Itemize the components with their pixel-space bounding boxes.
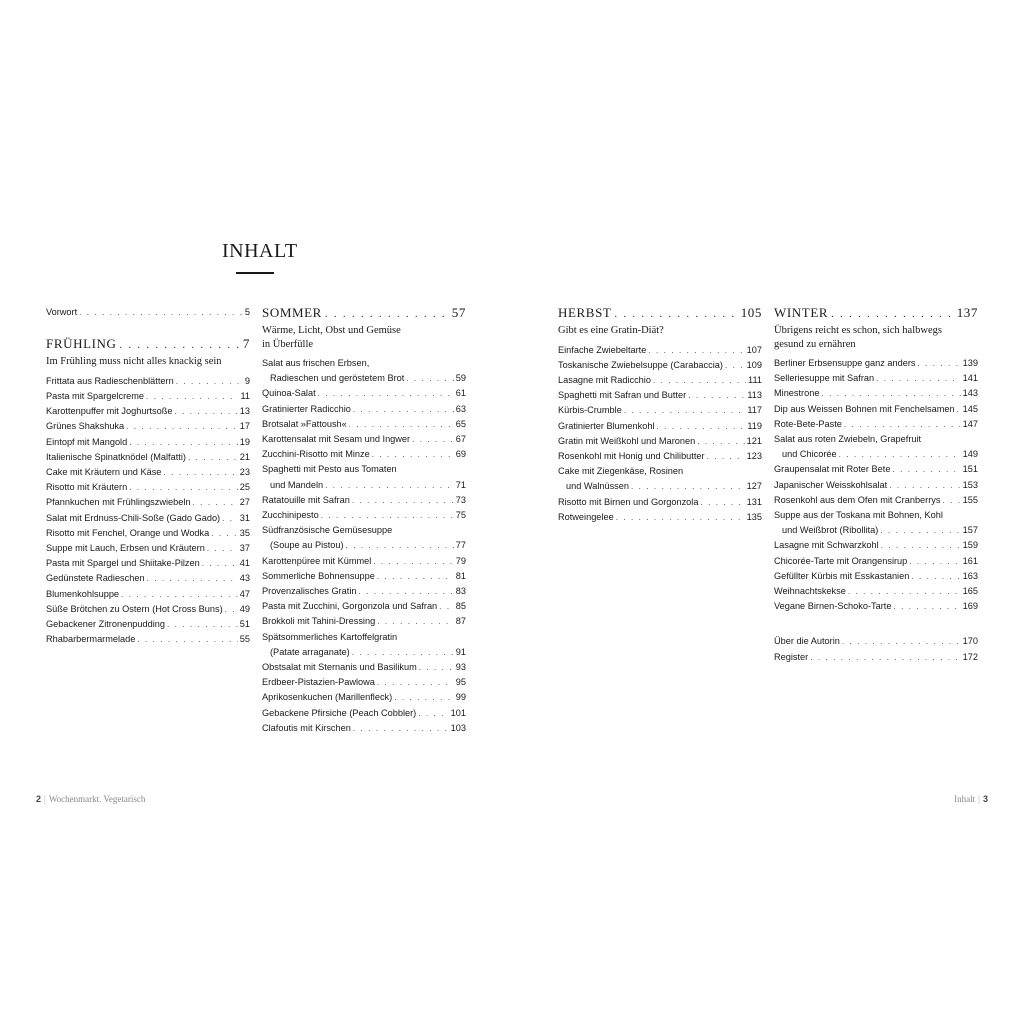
page-title: INHALT: [222, 240, 298, 262]
toc-entry-page: 103: [450, 722, 466, 733]
toc-entry-page: 37: [239, 542, 250, 553]
toc-entry-page: 49: [239, 603, 250, 614]
toc-entry: [46, 511, 250, 526]
toc-entry-title: Clafoutis mit Kirschen: [262, 722, 351, 733]
toc-entry-page: 23: [239, 466, 250, 477]
toc-entry-page: 111: [748, 374, 762, 385]
toc-entry-title: Gedünstete Radieschen: [46, 573, 145, 584]
toc-entry: [262, 432, 466, 447]
toc-entry: [262, 402, 466, 417]
dot-leader: [188, 450, 238, 465]
toc-entry: [774, 599, 978, 614]
toc-entry-page: 109: [746, 359, 762, 370]
toc-entry-page: 147: [962, 418, 978, 429]
toc-entry-title: Obstsalat mit Sternanis und Basilikum: [262, 662, 417, 673]
toc-entry-page: 169: [962, 601, 978, 612]
toc-entry-title: Risotto mit Fenchel, Orange und Wodka: [46, 527, 210, 538]
toc-entry-page: 155: [962, 494, 978, 505]
dot-leader: [439, 599, 454, 614]
toc-entry-page: 107: [746, 344, 762, 355]
toc-entry-title: Rosenkohl aus dem Ofen mit Cranberrys: [774, 494, 941, 505]
toc-entry: [262, 660, 466, 675]
toc-entry: [262, 371, 466, 386]
dot-leader: [844, 417, 961, 432]
dot-leader: [909, 554, 960, 569]
page-number-left: 2: [36, 794, 42, 804]
dot-leader: [842, 634, 961, 649]
toc-entry: [774, 447, 978, 462]
dot-leader: [418, 706, 448, 721]
toc-entry-title: Vorwort: [46, 307, 78, 317]
toc-entry-page: 141: [962, 373, 978, 384]
toc-entry: [774, 650, 978, 665]
toc-entry-title: Berliner Erbsensuppe ganz anders: [774, 358, 916, 368]
section-subtitle-winter: Übrigens reicht es schon, sich halbwegs gesund zu ernähren: [774, 325, 942, 350]
toc-entry-title: Suppe mit Lauch, Erbsen und Kräutern: [46, 542, 205, 553]
toc-entry-title: Gratin mit Weißkohl und Maronen: [558, 435, 696, 446]
dot-leader: [707, 449, 745, 464]
toc-entry-title: Pasta mit Spargelcreme: [46, 390, 145, 401]
toc-entry: [46, 632, 250, 647]
toc-entry: [46, 541, 250, 556]
toc-entry-line1: Salat aus roten Zwiebeln, Grapefruit: [774, 434, 922, 445]
toc-entry-page: 5: [244, 307, 250, 317]
dot-leader: [648, 343, 744, 358]
toc-entry-page: 93: [455, 662, 466, 673]
section-heading-herbst: HERBST . . . 105: [558, 305, 762, 323]
toc-entry-title: Gefüllter Kürbis mit Esskastanien: [774, 570, 910, 581]
toc-entry-title: Gebackener Zitronenpudding: [46, 618, 166, 629]
toc-entry-line1: Spätsommerliches Kartoffelgratin: [262, 631, 398, 642]
toc-entry-page: 47: [239, 588, 250, 599]
toc-entry-title: Quinoa-Salat: [262, 388, 316, 399]
dot-leader: [881, 538, 961, 553]
dot-leader: [377, 675, 454, 690]
toc-entry-title: Kürbis-Crumble: [558, 405, 622, 416]
section-subtitle-fruehling: Im Frühling muss nicht alles knackig sein: [46, 356, 222, 368]
toc-column-winter: [774, 305, 978, 665]
dot-leader: [79, 305, 243, 320]
dot-leader: [839, 447, 961, 462]
toc-entry-title: Weihnachtskekse: [774, 586, 846, 597]
toc-entry-title: Karottensalat mit Sesam und Ingwer: [262, 434, 411, 445]
toc-entry: [46, 419, 250, 434]
dot-leader: [318, 386, 454, 401]
toc-entry: [774, 356, 978, 371]
toc-entry-title: Eintopf mit Mangold: [46, 436, 128, 447]
toc-entry-title: Dip aus Weissen Bohnen mit Fenchelsamen: [774, 403, 955, 414]
page-number-right: 3: [982, 794, 988, 804]
toc-entry-title: Chicorée-Tarte mit Orangensirup: [774, 555, 908, 566]
dot-leader: [810, 650, 960, 665]
toc-entry: [774, 569, 978, 584]
section-heading-fruehling: FRÜHLING . . . 7: [46, 336, 250, 354]
toc-entry-page: 149: [962, 449, 978, 460]
toc-entry: [262, 493, 466, 508]
dot-leader: [957, 402, 961, 417]
toc-entry: [46, 465, 250, 480]
toc-entry-page: 151: [962, 464, 978, 475]
toc-entry-title: Selleriesuppe mit Safran: [774, 373, 875, 384]
toc-entry: [774, 371, 978, 386]
dot-leader: [321, 508, 454, 523]
toc-entry: [558, 479, 762, 494]
toc-entry-page: 75: [455, 510, 466, 521]
toc-entry: [774, 523, 978, 538]
toc-entry: [262, 447, 466, 462]
toc-entry-page: 135: [746, 511, 762, 522]
toc-column-sommer: [262, 305, 466, 736]
toc-entry-page: 143: [962, 388, 978, 399]
toc-entry: [558, 373, 762, 388]
toc-entry-line1: Südfranzösische Gemüsesuppe: [262, 525, 393, 536]
toc-entry-line1: Suppe aus der Toskana mit Bohnen, Kohl: [774, 510, 943, 521]
toc-entry-page: 31: [239, 512, 250, 523]
toc-entry-page: 61: [455, 388, 466, 399]
toc-entry-page: 123: [746, 450, 762, 461]
dot-leader: [419, 660, 454, 675]
dot-leader: [352, 493, 454, 508]
dot-leader: [394, 690, 454, 705]
toc-entry-title: Provenzalisches Gratin: [262, 586, 357, 597]
toc-entry-title: Lasagne mit Schwarzkohl: [774, 540, 879, 551]
toc-entry-title: Ratatouille mit Safran: [262, 494, 350, 505]
toc-entry: [46, 617, 250, 632]
running-title-right: Inhalt: [954, 794, 976, 804]
dot-leader: [889, 478, 960, 493]
toc-entry: [558, 419, 762, 434]
toc-entry-title: Spaghetti mit Safran und Butter: [558, 390, 687, 401]
dot-leader: [653, 373, 746, 388]
toc-entry: [774, 584, 978, 599]
dot-leader: [377, 614, 454, 629]
toc-entry: [558, 358, 762, 373]
toc-entry-page: 17: [239, 421, 250, 432]
toc-entry: [774, 554, 978, 569]
dot-leader: [352, 645, 454, 660]
toc-entry-title: Rosenkohl mit Honig und Chilibutter: [558, 450, 705, 461]
toc-entry-page: 113: [747, 390, 762, 401]
toc-entry-line1: Spaghetti mit Pesto aus Tomaten: [262, 464, 397, 475]
toc-entry: [46, 435, 250, 450]
dot-leader: [137, 632, 237, 647]
toc-entry-page: 95: [455, 677, 466, 688]
dot-leader: [876, 371, 961, 386]
toc-entry-page: 63: [455, 403, 466, 414]
toc-entry-page: 117: [747, 405, 762, 416]
toc-entry-page: 170: [962, 636, 978, 647]
section-subtitle-herbst: Gibt es eine Gratin-Diät?: [558, 325, 664, 336]
toc-entry: [262, 417, 466, 432]
toc-entry-page: 25: [239, 482, 250, 493]
toc-entry-title: Erdbeer-Pistazien-Pawlowa: [262, 677, 375, 688]
toc-entry: [262, 721, 466, 736]
toc-entry: [774, 402, 978, 417]
toc-entry-title: Gebackene Pfirsiche (Peach Cobbler): [262, 707, 417, 718]
toc-entry: [558, 434, 762, 449]
toc-entry-page: 172: [962, 651, 978, 662]
toc-entry: [262, 645, 466, 660]
toc-entry-page: 21: [239, 451, 250, 462]
toc-entry: [558, 403, 762, 418]
dot-leader: [353, 721, 449, 736]
dot-leader: [353, 402, 454, 417]
toc-entry: [262, 584, 466, 599]
dot-leader: [167, 617, 238, 632]
section-heading-winter: WINTER . . . 137: [774, 305, 978, 323]
toc-entry-page: 13: [239, 406, 250, 417]
toc-entry-page: 157: [962, 525, 978, 536]
dot-leader: [225, 602, 238, 617]
toc-entry: [262, 569, 466, 584]
title-rule: [236, 272, 274, 274]
toc-entry-page: 79: [455, 555, 466, 566]
toc-entry: [558, 495, 762, 510]
toc-entry-title: Vegane Birnen-Schoko-Tarte: [774, 601, 892, 612]
dot-leader: [126, 419, 238, 434]
toc-entry: [46, 602, 250, 617]
toc-entry-title: Italienische Spinatknödel (Malfatti): [46, 451, 186, 462]
dot-leader: [377, 569, 454, 584]
toc-entry-title: Rote-Bete-Paste: [774, 418, 842, 429]
dot-leader: [700, 495, 744, 510]
dot-leader: [373, 554, 453, 569]
dot-leader: [211, 526, 238, 541]
toc-entry-title: Karottenpuffer mit Joghurtsoße: [46, 406, 173, 417]
footer-left: 2 | Wochenmarkt. Vegetarisch: [36, 794, 146, 804]
toc-entry-line1: Cake mit Ziegenkäse, Rosinen: [558, 466, 684, 477]
toc-entry-page: 91: [455, 646, 466, 657]
dot-leader: [725, 358, 745, 373]
toc-entry-page: 69: [455, 449, 466, 460]
toc-entry-page: 59: [455, 373, 466, 384]
toc-entry: [46, 587, 250, 602]
toc-entry-page: 119: [747, 420, 762, 431]
toc-entry-page: 41: [239, 558, 250, 569]
toc-entry-title: Pasta mit Zucchini, Gorgonzola und Safran: [262, 601, 438, 612]
toc-entry-page: 101: [450, 707, 466, 718]
toc-entry: [558, 343, 762, 358]
toc-entry-title: Cake mit Kräutern und Käse: [46, 466, 162, 477]
dot-leader: [207, 541, 238, 556]
toc-entry-title: Gratinierter Radicchio: [262, 403, 351, 414]
toc-entry-title: Register: [774, 651, 809, 662]
dot-leader: [893, 599, 960, 614]
toc-entry: [774, 634, 978, 649]
dot-leader: [406, 371, 453, 386]
toc-entry-page: 65: [455, 418, 466, 429]
toc-entry-title: Risotto mit Kräutern: [46, 482, 128, 493]
toc-entry-title: Karottenpüree mit Kümmel: [262, 555, 372, 566]
toc-entry: [774, 462, 978, 477]
toc-entry: [262, 478, 466, 493]
toc-entry-title: Aprikosenkuchen (Marillenfleck): [262, 692, 393, 703]
dot-leader: [911, 569, 960, 584]
toc-entry: [774, 493, 978, 508]
footer-right: Inhalt | 3: [954, 794, 988, 804]
toc-entry: [46, 374, 250, 389]
dot-leader: [624, 403, 746, 418]
toc-entry-title: Graupensalat mit Roter Bete: [774, 464, 891, 475]
toc-entry-page: 139: [962, 358, 978, 368]
toc-entry-page: 145: [962, 403, 978, 414]
toc-entry: [262, 538, 466, 553]
toc-entry: [46, 480, 250, 495]
toc-entry: [46, 404, 250, 419]
dot-leader: [688, 388, 745, 403]
toc-entry: [558, 449, 762, 464]
dot-leader: [202, 556, 238, 571]
toc-entry-page: 73: [455, 494, 466, 505]
toc-entry: [774, 417, 978, 432]
toc-entry-page: 121: [746, 435, 762, 446]
toc-entry: [558, 510, 762, 525]
toc-entry-title: Zucchini-Risotto mit Minze: [262, 449, 370, 460]
toc-entry-title: Radieschen und geröstetem Brot: [270, 373, 405, 384]
dot-leader: [129, 435, 238, 450]
dot-leader: [346, 538, 454, 553]
toc-entry-page: 87: [455, 616, 466, 627]
toc-entry-title: (Soupe au Pistou): [270, 540, 344, 551]
dot-leader: [892, 462, 960, 477]
toc-entry: [262, 706, 466, 721]
toc-entry-title: Rotweingelee: [558, 511, 614, 522]
dot-leader: [412, 432, 454, 447]
toc-entry-title: Risotto mit Birnen und Gorgonzola: [558, 496, 699, 507]
toc-entry: [262, 690, 466, 705]
section-heading-sommer: SOMMER . . . 57: [262, 305, 466, 323]
toc-entry: [46, 305, 250, 320]
toc-entry-page: 67: [455, 434, 466, 445]
dot-leader: [121, 587, 238, 602]
dot-leader: [917, 356, 960, 371]
toc-entry: [46, 389, 250, 404]
toc-entry: [558, 388, 762, 403]
toc-entry-title: und Walnüssen: [566, 481, 629, 492]
toc-entry-page: 55: [239, 634, 250, 645]
toc-entry-page: 85: [455, 601, 466, 612]
toc-entry-page: 27: [239, 497, 250, 508]
dot-leader: [349, 417, 454, 432]
toc-entry-title: Pfannkuchen mit Frühlingszwiebeln: [46, 497, 191, 508]
toc-entry-title: Blumenkohlsuppe: [46, 588, 120, 599]
toc-entry-title: Zucchinipesto: [262, 510, 319, 521]
toc-entry-page: 43: [239, 573, 250, 584]
toc-entry-line1: Salat aus frischen Erbsen,: [262, 358, 370, 368]
toc-entry-page: 153: [962, 479, 978, 490]
toc-entry: [262, 386, 466, 401]
dot-leader: [163, 465, 237, 480]
dot-leader: [147, 571, 238, 586]
dot-leader: [193, 495, 238, 510]
dot-leader: [616, 510, 745, 525]
dot-leader: [848, 584, 961, 599]
toc-entry: [262, 675, 466, 690]
toc-entry: [774, 386, 978, 401]
toc-entry-page: 81: [455, 570, 466, 581]
toc-entry-page: 165: [962, 586, 978, 597]
toc-entry-title: (Patate arraganate): [270, 646, 350, 657]
toc-entry-title: Toskanische Zwiebelsuppe (Carabaccia): [558, 359, 723, 370]
toc-entry-page: 9: [244, 375, 250, 386]
toc-entry-title: Brokkoli mit Tahini-Dressing: [262, 616, 376, 627]
toc-entry-title: Grünes Shakshuka: [46, 421, 125, 432]
toc-entry-title: Japanischer Weisskohlsalat: [774, 479, 888, 490]
toc-entry-title: Minestrone: [774, 388, 820, 399]
toc-entry-page: 71: [455, 479, 466, 490]
toc-entry-title: Rhabarbermarmelade: [46, 634, 136, 645]
toc-column-fruehling: [46, 305, 250, 647]
toc-entry-title: Salat mit Erdnuss-Chili-Soße (Gado Gado): [46, 512, 221, 523]
toc-entry: [262, 554, 466, 569]
toc-entry-title: und Mandeln: [270, 479, 324, 490]
toc-entry-page: 131: [746, 496, 762, 507]
toc-entry-page: 11: [240, 390, 250, 401]
toc-entry-page: 159: [962, 540, 978, 551]
toc-entry-title: und Weißbrot (Ribollita): [782, 525, 879, 536]
running-title-left: Wochenmarkt. Vegetarisch: [48, 794, 146, 804]
dot-leader: [880, 523, 960, 538]
dot-leader: [942, 493, 960, 508]
dot-leader: [146, 389, 238, 404]
toc-entry-title: Süße Brötchen zu Ostern (Hot Cross Buns): [46, 603, 223, 614]
dot-leader: [697, 434, 744, 449]
toc-entry-page: 127: [746, 481, 762, 492]
toc-entry: [46, 450, 250, 465]
toc-entry-title: Lasagne mit Radicchio: [558, 374, 651, 385]
toc-entry: [46, 556, 250, 571]
toc-entry: [262, 614, 466, 629]
toc-entry: [262, 508, 466, 523]
dot-leader: [325, 478, 454, 493]
toc-column-herbst: [558, 305, 762, 525]
toc-entry-page: 83: [455, 586, 466, 597]
toc-entry-title: Sommerliche Bohnensuppe: [262, 570, 375, 581]
toc-entry: [774, 478, 978, 493]
dot-leader: [174, 404, 237, 419]
dot-leader: [821, 386, 960, 401]
dot-leader: [631, 479, 745, 494]
toc-entry-page: 35: [239, 527, 250, 538]
toc-entry-title: Einfache Zwiebeltarte: [558, 344, 647, 355]
toc-entry-page: 19: [239, 436, 250, 447]
toc-entry-page: 161: [962, 555, 978, 566]
dot-leader: [222, 511, 238, 526]
toc-entry-title: Brotsalat »Fattoush«: [262, 418, 347, 429]
toc-entry-page: 77: [455, 540, 466, 551]
toc-entry: [46, 571, 250, 586]
toc-entry-title: Pasta mit Spargel und Shiitake-Pilzen: [46, 558, 200, 569]
toc-entry-title: und Chicorée: [782, 449, 837, 460]
toc-entry-title: Gratinierter Blumenkohl: [558, 420, 655, 431]
dot-leader: [129, 480, 238, 495]
toc-entry: [262, 599, 466, 614]
toc-entry: [46, 526, 250, 541]
toc-entry-title: Über die Autorin: [774, 636, 840, 647]
dot-leader: [358, 584, 453, 599]
dot-leader: [657, 419, 746, 434]
toc-entry-page: 163: [962, 570, 978, 581]
toc-entry: [46, 495, 250, 510]
toc-entry-page: 99: [455, 692, 466, 703]
dot-leader: [176, 374, 243, 389]
section-subtitle-sommer: Wärme, Licht, Obst und Gemüse in Überfülle: [262, 325, 401, 350]
toc-entry: [774, 538, 978, 553]
dot-leader: [372, 447, 454, 462]
toc-entry-page: 51: [239, 618, 250, 629]
toc-entry-title: Frittata aus Radieschenblättern: [46, 375, 174, 386]
